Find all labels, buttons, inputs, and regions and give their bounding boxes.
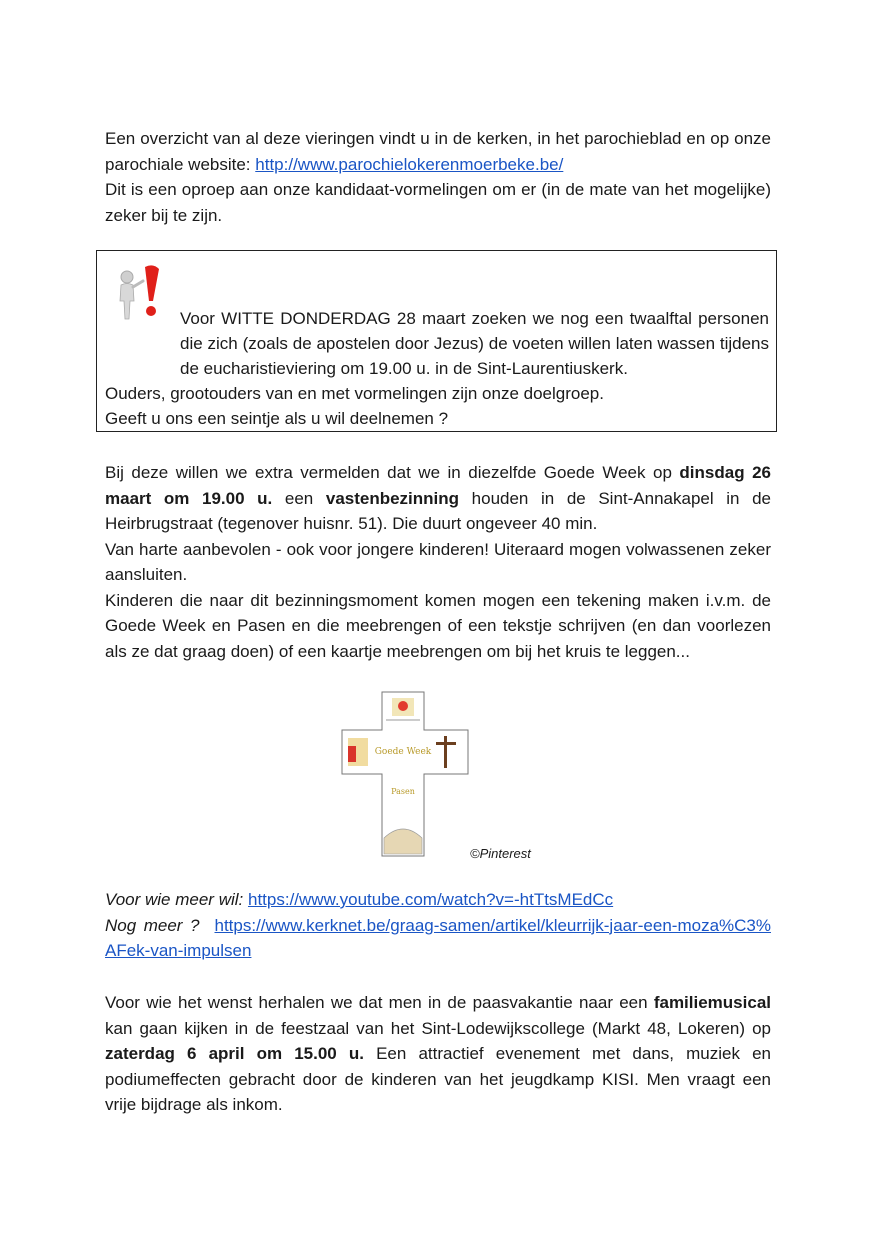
kerknet-link[interactable]: https://www.kerknet.be/graag-samen/artikel/kleurrijk-jaar-een-moza%C3%AFek-van-impulsen bbox=[105, 915, 771, 960]
vasten-section bbox=[105, 460, 771, 664]
vasten-date: dinsdag 26 maart om 19.00 u. bbox=[105, 463, 771, 508]
vasten-event: vastenbezinning bbox=[325, 488, 460, 508]
vasten-paragraph-1 bbox=[105, 460, 771, 537]
more-line-2 bbox=[105, 913, 771, 964]
vasten-text-3: houden in de Sint-Annakapel in de Heirbrugstraat (tegenover huisnr. 51). Die duurt ongeveer 40 min. bbox=[105, 488, 771, 533]
more-line-1 bbox=[105, 887, 771, 913]
notice-box bbox=[96, 250, 777, 432]
notice-text bbox=[105, 306, 769, 431]
notice-paragraph-2: Ouders, grootouders van en met vormelingen zijn onze doelgroep. bbox=[105, 384, 604, 403]
musical-text-3: Een attractief evenement met dans, muziek en podiumeffecten gebracht door de kinderen van het jeugdkamp KISI. Men vraagt een vrije bijdrage als inkom. bbox=[105, 1044, 771, 1114]
more-label-2: Nog meer ? bbox=[105, 915, 200, 935]
youtube-link[interactable]: https://www.youtube.com/watch?v=-htTtsMEdCc bbox=[247, 890, 614, 909]
musical-date: zaterdag 6 april om 15.00 u. bbox=[105, 1044, 364, 1063]
intro-paragraph bbox=[105, 126, 771, 177]
notice-paragraph-3: Geeft u ons een seintje als u wil deelnemen ? bbox=[105, 409, 449, 428]
musical-paragraph bbox=[105, 990, 771, 1118]
intro-text: Een overzicht van al deze vieringen vindt u in de kerken, in het parochieblad en op onze parochiale website: bbox=[105, 129, 771, 174]
image-credit: ©Pinterest bbox=[470, 846, 531, 861]
notice-paragraph-1: Voor WITTE DONDERDAG 28 maart zoeken we nog een twaalftal personen die zich (zoals de apostelen door Jezus) de voeten willen laten wassen tijdens de eucharistieviering om 19.00 u. in de Sint-Laurentiuskerk. bbox=[180, 309, 769, 378]
cross-image bbox=[340, 690, 470, 858]
vasten-text-2: een bbox=[272, 488, 326, 508]
parish-website-link[interactable]: http://www.parochielokerenmoerbeke.be/ bbox=[255, 154, 564, 174]
intro-section bbox=[105, 126, 771, 228]
more-section bbox=[105, 887, 771, 964]
intro-call-paragraph: Dit is een oproep aan onze kandidaat-vormelingen om er (in de mate van het mogelijke) zeker bij te zijn. bbox=[105, 180, 771, 225]
cross-center-text: Goede Week bbox=[374, 747, 432, 757]
vasten-paragraph-2: Van harte aanbevolen - ook voor jongere kinderen! Uiteraard mogen volwassenen zeker aansluiten. bbox=[105, 539, 771, 584]
musical-title: familiemusical bbox=[653, 993, 771, 1012]
vasten-paragraph-3: Kinderen die naar dit bezinningsmoment komen mogen een tekening maken i.v.m. de Goede Week en Pasen en die meebrengen of een tekstje schrijven (en dan voorlezen als ze dat graag doen) of een kaartje meebrengen om bij het kruis te leggen... bbox=[105, 590, 771, 661]
musical-text-2: kan gaan kijken in de feestzaal van het Sint-Lodewijkscollege (Markt 48, Lokeren) op bbox=[105, 1018, 771, 1038]
musical-section bbox=[105, 990, 771, 1118]
vasten-text-1: Bij deze willen we extra vermelden dat we in diezelfde Goede Week op bbox=[105, 463, 680, 482]
musical-text-1: Voor wie het wenst herhalen we dat men in de paasvakantie naar een bbox=[105, 993, 654, 1012]
more-label-1: Voor wie meer wil: bbox=[105, 890, 244, 909]
cross-bottom-text: Pasen bbox=[391, 787, 415, 796]
